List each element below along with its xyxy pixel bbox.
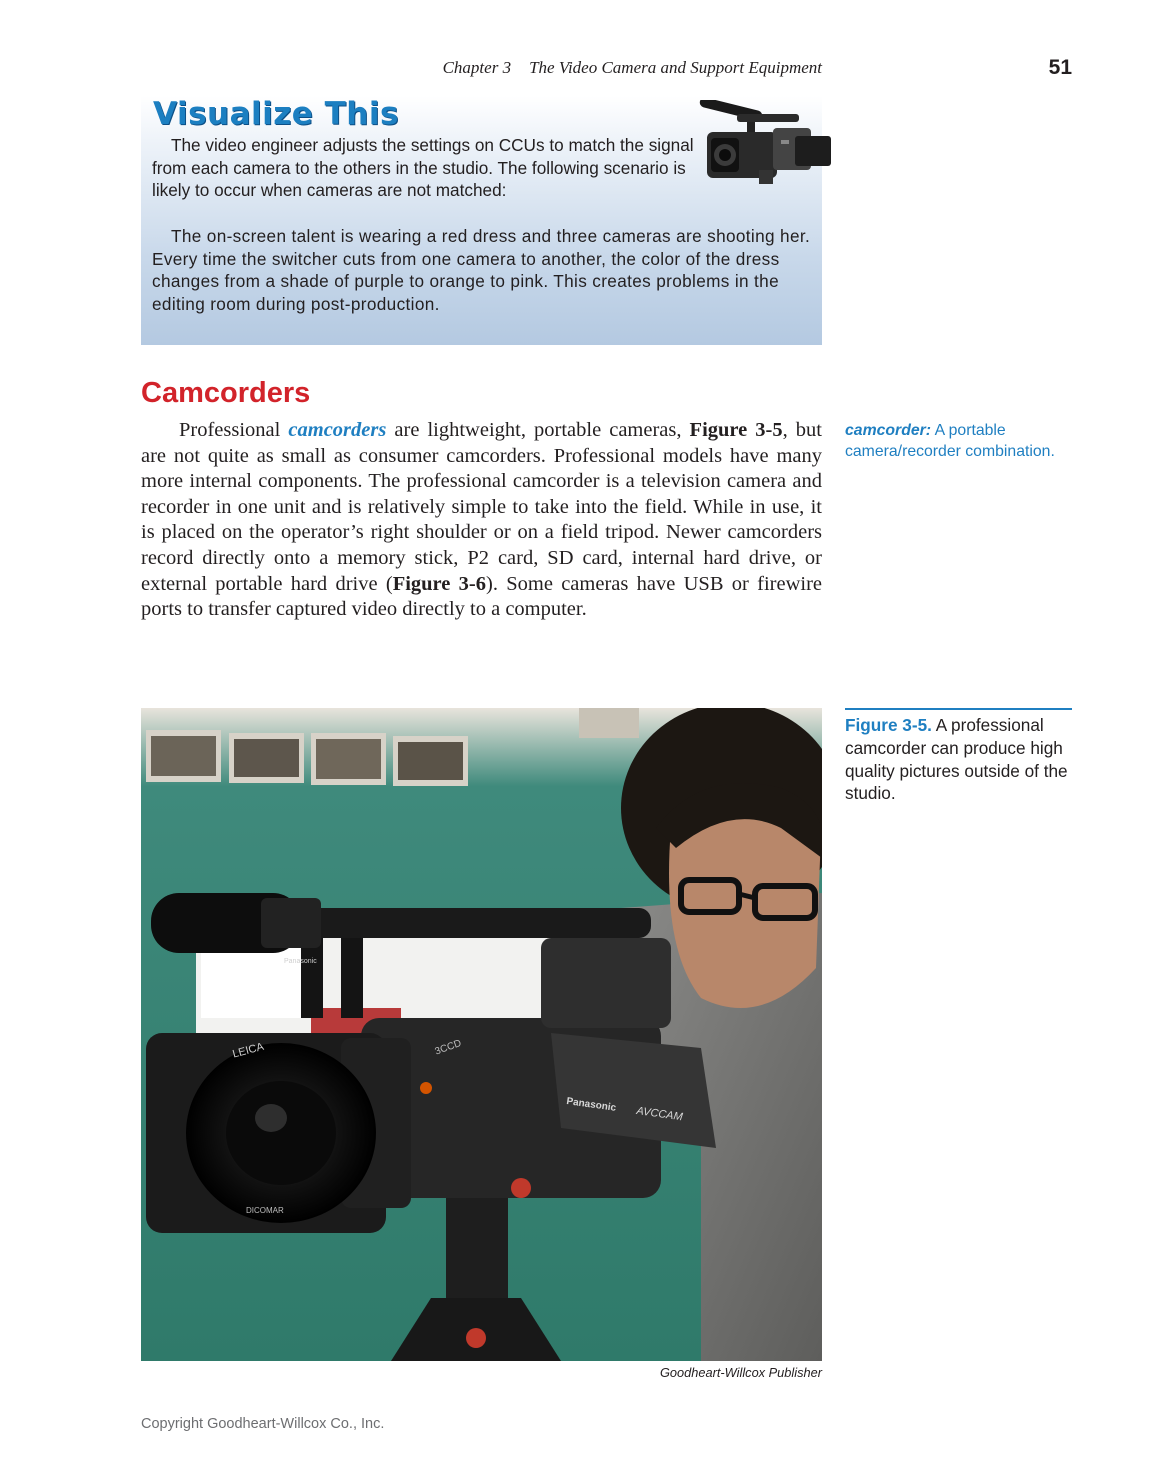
video-camera-icon	[697, 100, 833, 186]
brand-label: Panasonic	[565, 1095, 617, 1114]
page-number: 51	[1048, 56, 1072, 79]
chapter-label: Chapter 3	[442, 58, 512, 77]
lens-brand-label: LEICA	[231, 1040, 266, 1061]
section-heading: Camcorders	[141, 377, 311, 409]
figure-ref-3-5[interactable]: Figure 3-5	[689, 419, 783, 441]
visualize-paragraph-1: The video engineer adjusts the settings on CCUs to match the signal from each camera to the others in the studio. The following scenario is likely to occur when cameras are not matched:	[152, 135, 694, 201]
model-label: AVCCAM	[635, 1105, 684, 1124]
running-head	[0, 58, 822, 78]
figure-ref-3-6[interactable]: Figure 3-6	[392, 572, 486, 595]
figure-label: Figure 3-5.	[845, 715, 932, 735]
glossary-term: camcorder:	[845, 422, 932, 439]
figure-caption	[845, 714, 1075, 805]
margin-glossary	[845, 421, 1080, 462]
figure-photo	[141, 708, 822, 1361]
chapter-title: The Video Camera and Support Equipment	[529, 58, 822, 77]
handle-brand-label: Panasonic	[284, 958, 317, 965]
visualize-title: Visualize This	[153, 96, 399, 132]
glossary-definition: A portable camera/recorder combination.	[845, 422, 1055, 460]
figure-caption-text: A professional camcorder can produce high quality pictures outside of the studio.	[845, 715, 1068, 804]
lens-name-label: DICOMAR	[246, 1206, 284, 1215]
visualize-paragraph-2: The on-screen talent is wearing a red dress and three cameras are shooting her. Every time the switcher cuts from one camera to another, the color of the dress changes from a shade of purple to orange to pink. This creates problems in the editing room during post-production.	[152, 226, 811, 314]
ccd-label: 3CCD	[433, 1037, 463, 1058]
figure-rule	[845, 708, 1072, 710]
glossary-term-link[interactable]: camcorders	[288, 419, 387, 441]
photo-credit: Goodheart-Willcox Publisher	[659, 1365, 822, 1380]
copyright-footer: Copyright Goodheart-Willcox Co., Inc.	[141, 1416, 385, 1432]
body-paragraph: Professional camcorders are lightweight, portable cameras, Figure 3-5, but are not quite as small as consumer camcorders. Professional models have many more internal components. The professional camcorder is a television camera and recorder in one unit and is relatively simple to take into the field. While in use, it is placed on the operator’s right shoulder or on a field tripod. Newer camcorders record directly onto a memory stick, P2 card, SD card, internal hard drive, or external portable hard drive (Figure 3-6). Some cameras have USB or firewire ports to transfer captured video directly to a computer.	[141, 419, 822, 621]
